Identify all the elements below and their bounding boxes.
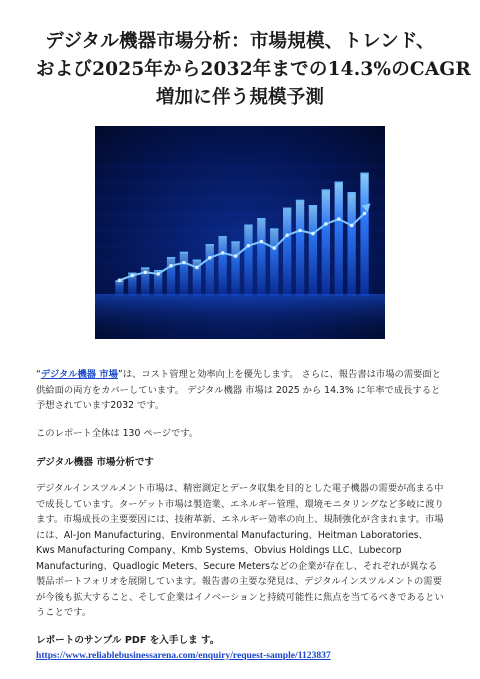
hero-bar-cap: [335, 182, 343, 184]
hero-bar-cap: [296, 200, 304, 202]
hero-bar: [257, 218, 265, 296]
hero-bar-cap: [244, 225, 252, 227]
hero-trend-point: [118, 279, 122, 283]
hero-bar-cap: [167, 257, 175, 259]
pages-note: このレポート全体は 130 ページです。: [36, 427, 199, 439]
hero-trend-point: [234, 254, 238, 258]
hero-bar-cap: [141, 267, 149, 269]
hero-bar-cap: [309, 205, 317, 207]
title-line-1: デジタル機器市場分析：市場規模、トレンド、: [45, 31, 435, 52]
sample-request-link[interactable]: https://www.reliablebusinessarena.com/enquiry/request-sample/1123837: [36, 650, 331, 661]
hero-trend-point: [285, 233, 289, 237]
hero-trend-point: [324, 222, 328, 226]
hero-bar: [167, 257, 175, 296]
hero-bar: [360, 173, 368, 297]
section-heading: デジタル機器 市場分析です: [36, 457, 154, 468]
hero-trend-point: [182, 261, 186, 265]
hero-bar-cap: [206, 244, 214, 246]
hero-bar: [309, 205, 317, 296]
hero-bar-cap: [219, 236, 227, 238]
quote-mark: “: [36, 369, 41, 380]
hero-trend-point: [195, 266, 199, 270]
hero-trend-point: [350, 224, 354, 228]
analysis-paragraph: デジタルインスツルメント市場は、精密測定とデータ収集を目的とした電子機器の需要が高まる中で成長しています。ターゲット市場は製造業、エネルギー管理、環境モニタリングなど多岐に渡ります。市場成長の主要要因には、技術革新、エネルギー効率の向上、規制強化が含まれます。市場には、Al-Jon Manufacturing、Environmental Manufacturing、Heitman Laboratories、Kws Manufacturing Company、Kmb Systems、Obvius Holdings LLC、Lubecorp Manufacturing、Quadlogic Meters、Secure Metersなどの企業が存在し、それぞれが異なる製品ポートフォリオを展開しています。報告書の主要な発見は、デジタルインスツルメントの需要が今後も拡大すること、そして企業はイノベーションと持続可能性に焦点を当てるべきであるということです。: [36, 483, 444, 618]
intro-paragraph: [36, 367, 444, 414]
hero-trend-point: [260, 240, 264, 244]
hero-bar: [219, 236, 227, 296]
page-title: [36, 28, 471, 112]
hero-bar-cap: [348, 192, 356, 194]
hero-floor-reflection: [95, 294, 385, 339]
title-line-2: および2025年から2032年までの14.3%のCAGR: [36, 59, 471, 80]
hero-trend-point: [169, 264, 173, 268]
hero-bar: [335, 182, 343, 296]
hero-trend-point: [311, 232, 315, 236]
hero-bar-cap: [283, 208, 291, 210]
hero-trend-point: [247, 244, 251, 248]
hero-trend-point: [298, 229, 302, 233]
hero-bar: [283, 208, 291, 296]
hero-bar-cap: [193, 260, 201, 262]
sample-label: レポートのサンプル PDF を入手しま す。: [36, 634, 220, 646]
market-keyword-link[interactable]: デジタル機器 市場: [40, 369, 118, 380]
hero-bar: [180, 252, 188, 296]
title-line-3: 増加に伴う規模予測: [155, 87, 325, 108]
hero-trend-point: [363, 212, 367, 216]
hero-bar: [322, 189, 330, 296]
hero-bar: [270, 228, 278, 296]
hero-trend-point: [221, 251, 225, 255]
hero-bar: [296, 200, 304, 296]
hero-bar-cap: [180, 252, 188, 254]
hero-trend-point: [337, 217, 341, 221]
hero-bar-cap: [231, 241, 239, 243]
hero-image: [95, 126, 385, 339]
hero-bar: [115, 280, 123, 296]
hero-trend-point: [144, 271, 148, 275]
hero-bar: [244, 225, 252, 297]
intro-text: ”は、コスト管理と効率向上を優先します。 さらに、報告書は市場の需要面と供給面の両方をカバーしています。 デジタル機器 市場は 2025 から 14.3% に年率で成長すると予想されています2032 です。: [36, 369, 442, 411]
hero-bar: [231, 241, 239, 296]
hero-trend-point: [156, 272, 160, 276]
hero-bar-cap: [322, 189, 330, 191]
hero-bar: [348, 192, 356, 296]
hero-bar-cap: [270, 228, 278, 230]
hero-trend-point: [273, 246, 277, 250]
sample-request: [36, 633, 444, 664]
hero-bar-cap: [257, 218, 265, 220]
hero-bar: [206, 244, 214, 296]
hero-trend-point: [208, 256, 212, 260]
hero-trend-point: [131, 274, 135, 278]
hero-bar-cap: [360, 173, 368, 175]
